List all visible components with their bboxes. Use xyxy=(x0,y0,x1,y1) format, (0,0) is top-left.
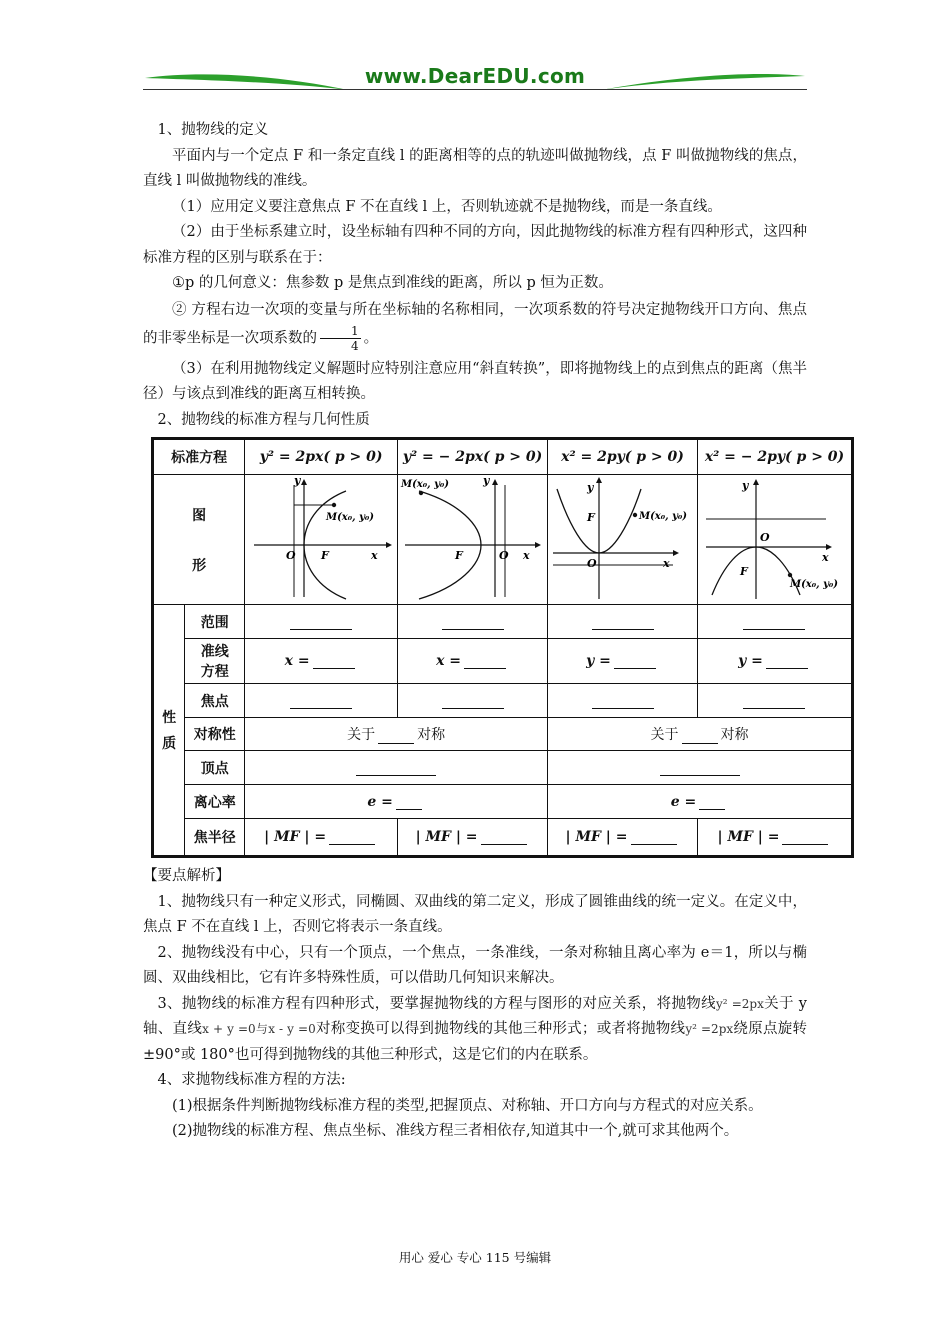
range-cell-2 xyxy=(398,605,548,639)
focal-radius-cell-3: | MF | = xyxy=(548,819,698,857)
directrix-cell-1: x = xyxy=(245,639,398,684)
note-1: （1）应用定义要注意焦点 F 不在直线 l 上，否则轨迹就不是抛物线，而是一条直线。 xyxy=(172,198,722,215)
parabola-properties-table xyxy=(151,437,854,858)
range-cell-4 xyxy=(697,605,852,639)
row-label-eccentricity: 离心率 xyxy=(185,785,245,819)
focus-cell-2 xyxy=(398,684,548,718)
note-3: （3）在利用抛物线定义解题时应特别注意应用“斜直转换”，即将抛物线上的点到焦点的距离（焦半径）与该点到准线的距离互相转换。 xyxy=(143,360,807,402)
key-point-4-item-1: (1)根据条件判断抛物线标准方程的类型,把握顶点、对称轴、开口方向与方程式的对应关系。 xyxy=(172,1097,763,1114)
key-points-title: 【要点解析】 xyxy=(143,868,230,884)
graph-opens-down xyxy=(697,475,852,605)
equation-inline-3: y² =2px xyxy=(685,1022,734,1036)
svg-text:O: O xyxy=(759,531,770,544)
svg-text:x: x xyxy=(371,549,378,562)
key-point-2: 2、抛物线没有中心，只有一个顶点，一个焦点，一条准线，一条对称轴且离心率为 e＝1，所以与椭圆、双曲线相比，它有许多特殊性质，可以借助几何知识来解决。 xyxy=(143,944,807,986)
figure-label: 图 形 xyxy=(153,475,245,605)
page-footer: 用心 爱心 专心 115 号编辑 xyxy=(398,1250,552,1265)
range-cell-1 xyxy=(245,605,398,639)
equation-inline-1: y² =2px xyxy=(715,996,764,1011)
header-rule xyxy=(143,89,807,90)
row-label-range: 范围 xyxy=(185,605,245,639)
symmetry-cell-x: 关于 对称 xyxy=(245,718,548,751)
property-group-label: 性 质 xyxy=(153,605,185,857)
site-logo: www.DearEDU.com xyxy=(364,64,586,88)
equation-left: y² = − 2px( p > 0) xyxy=(398,439,548,475)
definition-paragraph: 平面内与一个定点 F 和一条定直线 l 的距离相等的点的轨迹叫做抛物线，点 F 叫做抛物线的焦点，直线 l 叫做抛物线的准线。 xyxy=(143,147,807,189)
note-2-item-2: ② 方程右边一次项的变量与所在坐标轴的名称相同，一次项系数的符号决定抛物线开口方向、焦点的非零坐标是一次项系数的 $\frac{1}{4}$ 。 xyxy=(143,301,807,353)
section-1 xyxy=(143,118,807,433)
focal-radius-cell-2: | MF | = xyxy=(398,819,548,857)
focus-cell-1 xyxy=(245,684,398,718)
section-2-title: 2、抛物线的标准方程与几何性质 xyxy=(157,411,370,428)
svg-text:M(x₀, y₀): M(x₀, y₀) xyxy=(638,511,687,522)
row-label-directrix: 准线 方程 xyxy=(185,639,245,684)
eccentricity-cell-x: e = xyxy=(245,785,548,819)
svg-text:M(x₀, y₀): M(x₀, y₀) xyxy=(400,479,449,490)
svg-text:F: F xyxy=(739,565,748,578)
svg-text:y: y xyxy=(741,479,749,492)
symmetry-cell-y: 关于 对称 xyxy=(548,718,853,751)
directrix-cell-2: x = xyxy=(398,639,548,684)
note-2-item-2-text: ② 方程右边一次项的变量与所在坐标轴的名称相同，一次项系数的符号决定抛物线开口方向、焦点的非零坐标是一次项系数的 xyxy=(143,301,807,346)
key-point-4-item-2: (2)抛物线的标准方程、焦点坐标、准线方程三者相依存,知道其中一个,就可求其他两个。 xyxy=(172,1123,739,1139)
graph-opens-up xyxy=(548,475,698,605)
focal-radius-cell-1: | MF | = xyxy=(245,819,398,857)
svg-text:x: x xyxy=(522,549,530,562)
row-label-symmetry: 对称性 xyxy=(185,718,245,751)
key-point-4: 4、求抛物线标准方程的方法: xyxy=(157,1072,346,1088)
focal-radius-cell-4: | MF | = xyxy=(697,819,852,857)
parabola-up-graph xyxy=(549,475,697,600)
parabola-right-graph xyxy=(246,475,396,600)
focus-cell-3 xyxy=(548,684,698,718)
focus-cell-4 xyxy=(697,684,852,718)
svg-text:x: x xyxy=(662,557,670,570)
equation-down: x² = − 2py( p > 0) xyxy=(697,439,852,475)
eccentricity-cell-y: e = xyxy=(548,785,853,819)
svg-text:F: F xyxy=(321,549,329,562)
page-header xyxy=(143,62,807,94)
equation-right: y² = 2px( p > 0) xyxy=(245,439,398,475)
graph-opens-right xyxy=(245,475,398,605)
svg-text:O: O xyxy=(498,549,509,562)
svg-text:y: y xyxy=(482,475,489,487)
svg-text:F: F xyxy=(454,549,463,562)
fraction-one-quarter: $\frac{1}{4}$ xyxy=(320,324,361,353)
equation-up: x² = 2py( p > 0) xyxy=(548,439,698,475)
key-point-3: 3、抛物线的标准方程有四种形式，要掌握抛物线的方程与图形的对应关系，将抛物线y² =2px关于 y 轴、直线x + y =0与x - y =0对称变换可以得到抛物线的其他三种形式；或者将抛物线y² =2px绕原点旋转±90°或 180°也可得到抛物线的其他三种形式，这是它们的内在联系。 xyxy=(143,995,808,1063)
range-cell-3 xyxy=(548,605,698,639)
svg-text:y: y xyxy=(586,481,593,494)
header-standard-equation: 标准方程 xyxy=(153,439,245,475)
vertex-cell-y xyxy=(548,751,853,785)
svg-text:M(x₀, y₀): M(x₀, y₀) xyxy=(326,512,375,523)
svg-text:O: O xyxy=(586,557,597,570)
svg-text:y: y xyxy=(294,475,301,487)
key-points-section xyxy=(143,864,807,1145)
row-label-focus: 焦点 xyxy=(185,684,245,718)
parabola-left-graph xyxy=(399,475,547,600)
svg-text:x: x xyxy=(821,551,829,564)
section-1-title: 1、抛物线的定义 xyxy=(157,122,269,138)
parabola-down-graph xyxy=(698,475,851,600)
vertex-cell-x xyxy=(245,751,548,785)
directrix-cell-3: y = xyxy=(548,639,698,684)
graph-opens-left xyxy=(398,475,548,605)
key-point-1: 1、抛物线只有一种定义形式，同椭圆、双曲线的第二定义，形成了圆锥曲线的统一定义。在定义中，焦点 F 不在直线 l 上，否则它将表示一条直线。 xyxy=(143,893,807,935)
directrix-cell-4: y = xyxy=(697,639,852,684)
equation-inline-2: x + y =0与x - y =0 xyxy=(202,1022,316,1036)
svg-text:F: F xyxy=(586,511,595,524)
note-2-item-1: ①p 的几何意义：焦参数 p 是焦点到准线的距离，所以 p 恒为正数。 xyxy=(172,275,613,291)
row-label-vertex: 顶点 xyxy=(185,751,245,785)
row-label-focal-radius: 焦半径 xyxy=(185,819,245,857)
note-2: （2）由于坐标系建立时，设坐标轴有四种不同的方向，因此抛物线的标准方程有四种形式，这四种标准方程的区别与联系在于： xyxy=(143,224,807,266)
svg-text:M(x₀, y₀): M(x₀, y₀) xyxy=(789,579,839,590)
svg-text:O: O xyxy=(286,549,296,562)
